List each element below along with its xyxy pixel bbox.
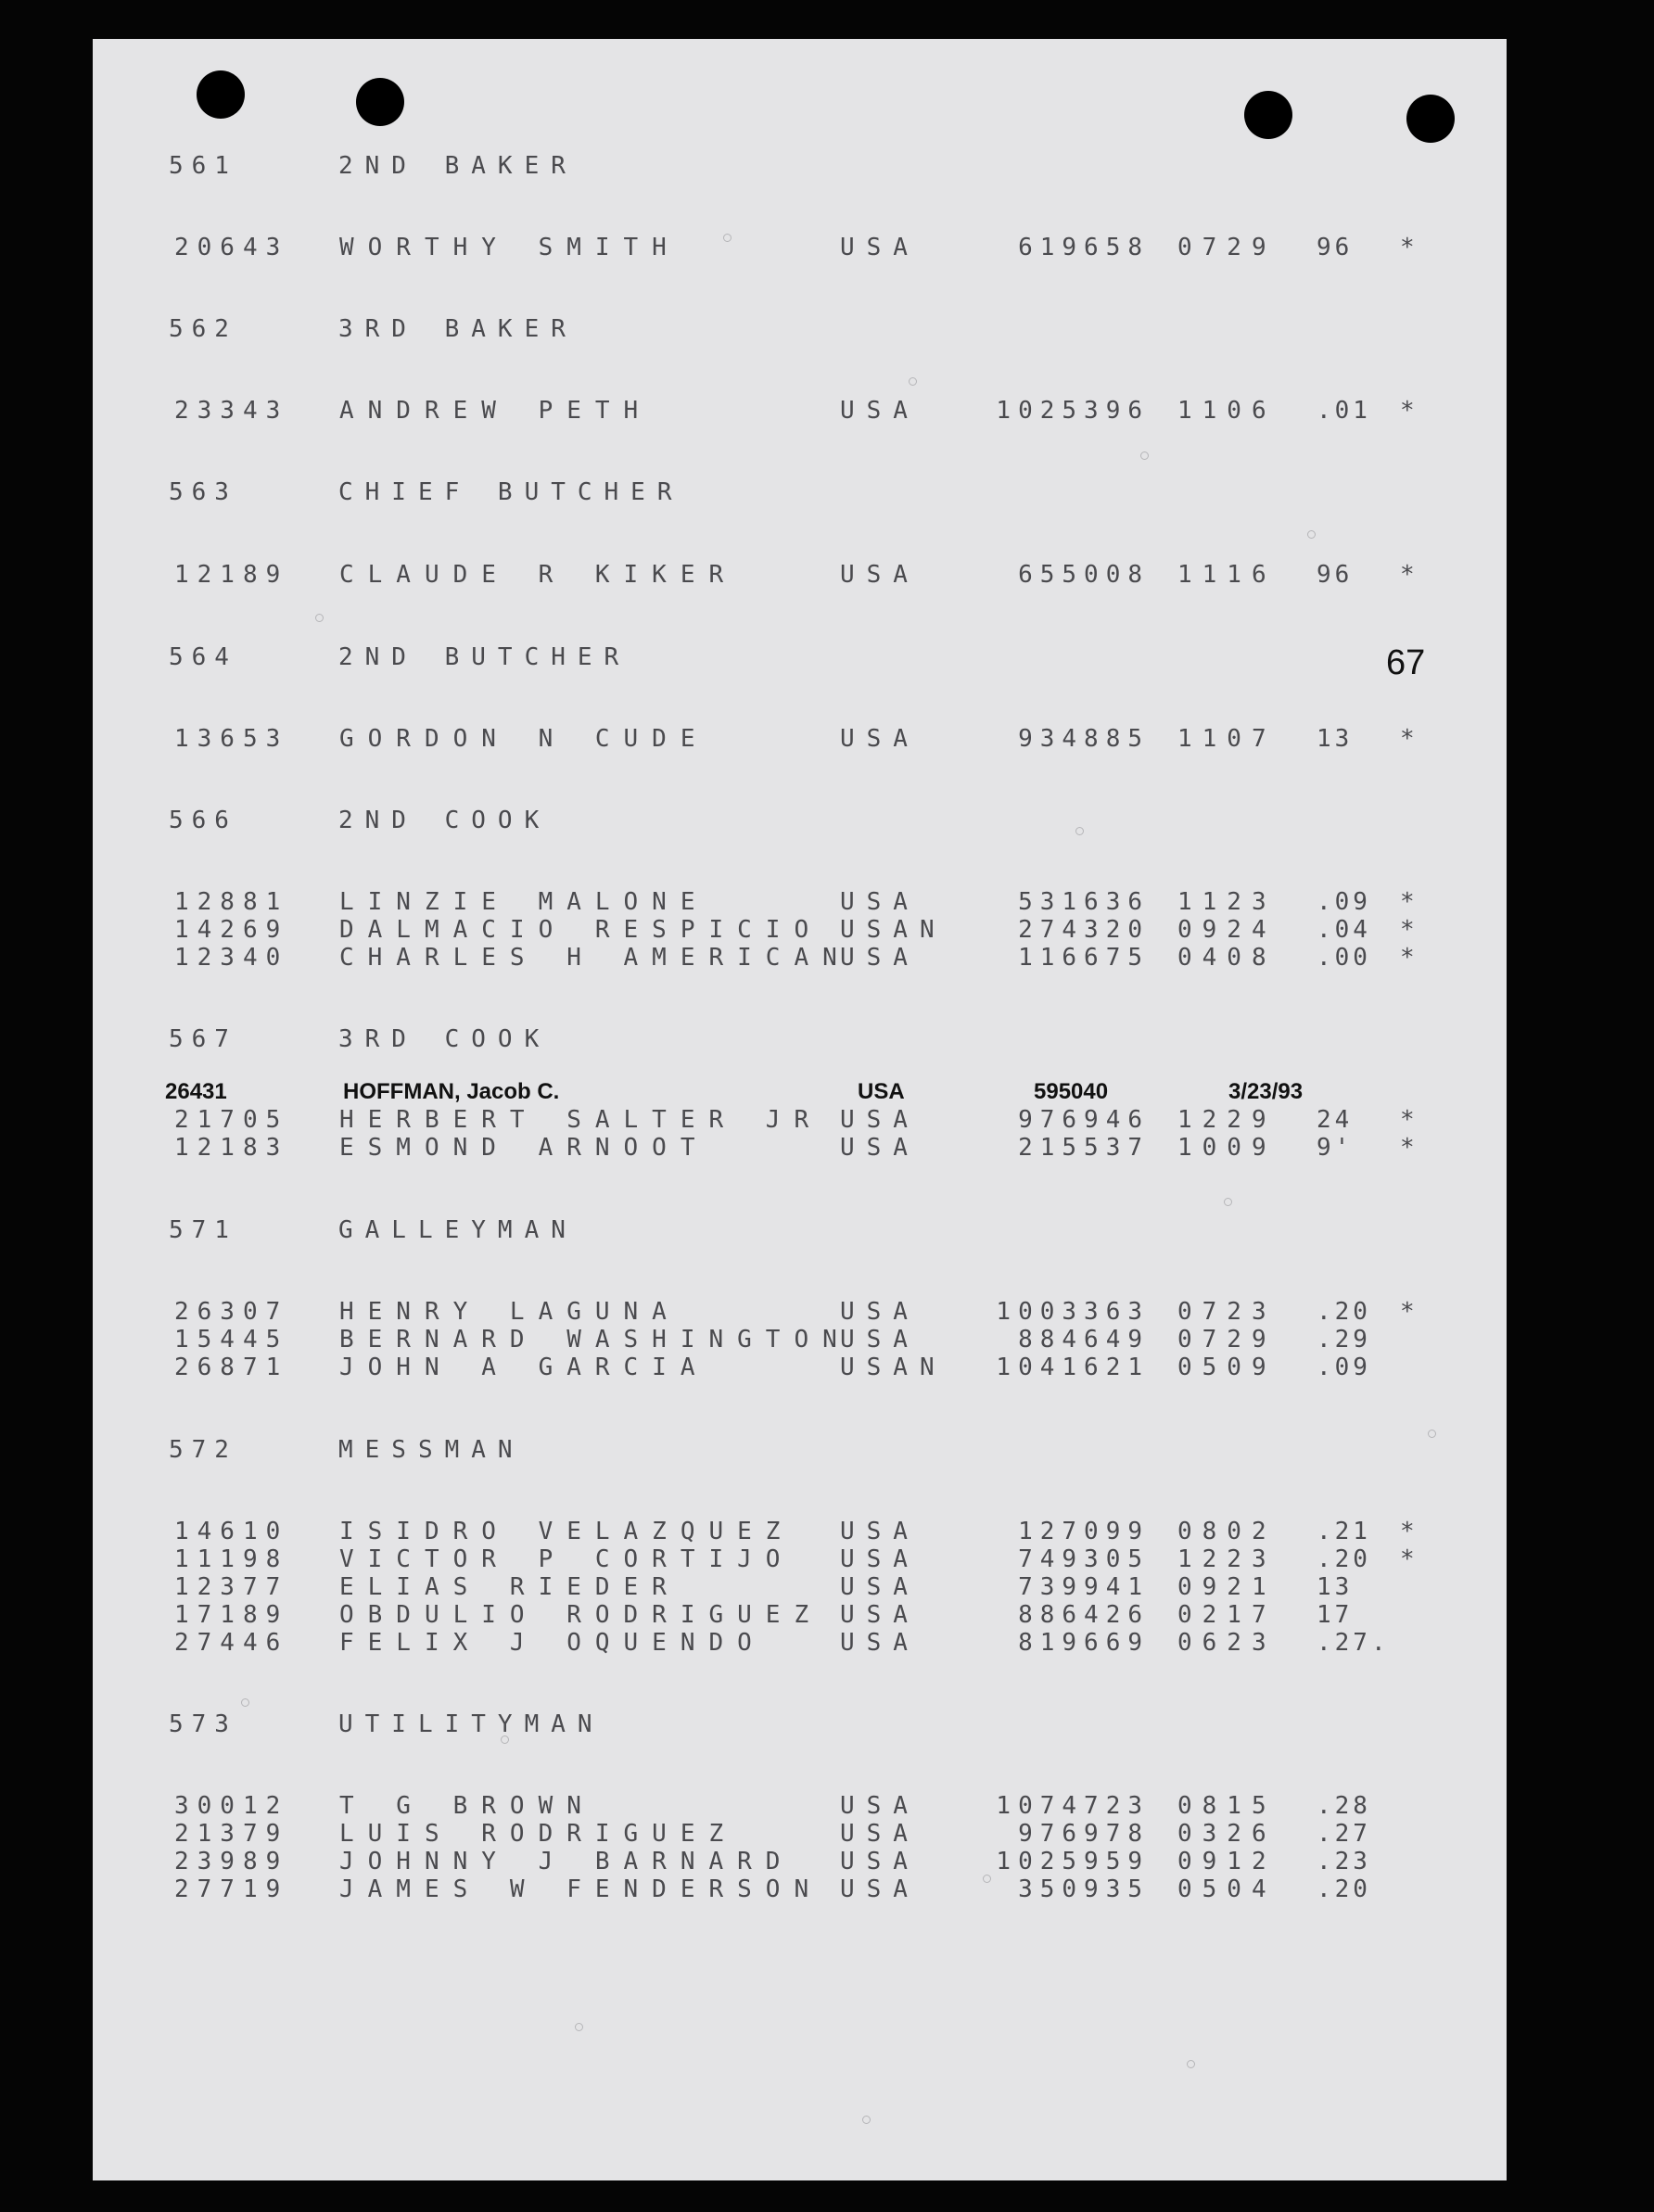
crew-number: 27446 bbox=[174, 1629, 289, 1657]
date-code: 0723 bbox=[1177, 1298, 1277, 1326]
table-row bbox=[93, 1545, 1507, 1577]
crew-name: HENRY LAGUNA bbox=[339, 1298, 681, 1326]
crew-number: 11198 bbox=[174, 1545, 289, 1573]
asterisk-mark: * bbox=[1400, 397, 1415, 425]
rate-value: .20 bbox=[1317, 1545, 1371, 1573]
nationality: USA bbox=[840, 1573, 920, 1601]
asterisk-mark: * bbox=[1400, 1106, 1415, 1134]
section-header bbox=[93, 1025, 1507, 1057]
nationality: USAN bbox=[840, 916, 947, 944]
table-row bbox=[93, 1820, 1507, 1851]
speck bbox=[575, 2023, 583, 2031]
nationality: USA bbox=[840, 1545, 920, 1573]
rate-value: .20 bbox=[1317, 1875, 1371, 1903]
crew-id: 886426 bbox=[1018, 1601, 1150, 1629]
job-code: 567 bbox=[169, 1025, 237, 1053]
nationality: USA bbox=[840, 944, 920, 972]
crew-number: 20643 bbox=[174, 234, 289, 261]
handwritten-date: 3/23/93 bbox=[1228, 1079, 1304, 1104]
crew-id: 1041621 bbox=[996, 1354, 1150, 1381]
document-page bbox=[93, 39, 1507, 2180]
crew-number: 13653 bbox=[174, 725, 289, 753]
table-row bbox=[93, 1298, 1507, 1329]
job-title: 3RD COOK bbox=[338, 1025, 552, 1053]
crew-name: JAMES W FENDERSON bbox=[339, 1875, 823, 1903]
table-row bbox=[93, 561, 1507, 592]
crew-number: 15445 bbox=[174, 1326, 289, 1354]
crew-number: 12340 bbox=[174, 944, 289, 972]
nationality: USA bbox=[840, 1601, 920, 1629]
table-row bbox=[93, 888, 1507, 920]
nationality: USA bbox=[840, 1518, 920, 1545]
date-code: 1223 bbox=[1177, 1545, 1277, 1573]
crew-number: 21705 bbox=[174, 1106, 289, 1134]
section-header bbox=[93, 807, 1507, 838]
job-title: 2ND BAKER bbox=[338, 152, 578, 180]
job-title: MESSMAN bbox=[338, 1436, 525, 1464]
table-row bbox=[93, 1848, 1507, 1879]
crew-number: 23343 bbox=[174, 397, 289, 425]
date-code: 0729 bbox=[1177, 1326, 1277, 1354]
crew-number: 12189 bbox=[174, 561, 289, 589]
crew-name: ISIDRO VELAZQUEZ bbox=[339, 1518, 795, 1545]
asterisk-mark: * bbox=[1400, 1298, 1415, 1326]
date-code: 0509 bbox=[1177, 1354, 1277, 1381]
speck bbox=[1140, 451, 1149, 460]
section-header bbox=[93, 643, 1507, 675]
crew-number: 21379 bbox=[174, 1820, 289, 1848]
speck bbox=[241, 1698, 249, 1707]
nationality: USA bbox=[840, 1629, 920, 1657]
handwritten-name: HOFFMAN, Jacob C. bbox=[343, 1079, 560, 1104]
crew-name: T G BROWN bbox=[339, 1792, 595, 1820]
table-row bbox=[93, 1875, 1507, 1907]
crew-name: CLAUDE R KIKER bbox=[339, 561, 738, 589]
handwritten-id: 595040 bbox=[1034, 1079, 1109, 1104]
job-code: 561 bbox=[169, 152, 237, 180]
table-row bbox=[93, 725, 1507, 756]
table-row bbox=[93, 1792, 1507, 1824]
rate-value: .27. bbox=[1317, 1629, 1390, 1657]
section-header bbox=[93, 1436, 1507, 1468]
rate-value: 13 bbox=[1317, 1573, 1354, 1601]
date-code: 1123 bbox=[1177, 888, 1277, 916]
punch-hole bbox=[1406, 95, 1455, 143]
crew-id: 1025959 bbox=[996, 1848, 1150, 1875]
section-header bbox=[93, 1710, 1507, 1742]
section-header bbox=[93, 152, 1507, 184]
crew-id: 350935 bbox=[1018, 1875, 1150, 1903]
asterisk-mark: * bbox=[1400, 916, 1415, 944]
crew-number: 17189 bbox=[174, 1601, 289, 1629]
date-code: 0921 bbox=[1177, 1573, 1277, 1601]
page-number: 67 bbox=[1386, 643, 1426, 682]
rate-value: .29 bbox=[1317, 1326, 1371, 1354]
asterisk-mark: * bbox=[1400, 888, 1415, 916]
rate-value: 96 bbox=[1317, 234, 1354, 261]
nationality: USA bbox=[840, 1134, 920, 1162]
nationality: USA bbox=[840, 1298, 920, 1326]
date-code: 0912 bbox=[1177, 1848, 1277, 1875]
rate-value: .21 bbox=[1317, 1518, 1371, 1545]
crew-number: 26307 bbox=[174, 1298, 289, 1326]
nationality: USAN bbox=[840, 1354, 947, 1381]
crew-name: JOHNNY J BARNARD bbox=[339, 1848, 795, 1875]
job-code: 573 bbox=[169, 1710, 237, 1738]
punch-hole bbox=[197, 70, 245, 119]
crew-name: FELIX J OQUENDO bbox=[339, 1629, 766, 1657]
crew-name: LINZIE MALONE bbox=[339, 888, 709, 916]
crew-number: 14269 bbox=[174, 916, 289, 944]
date-code: 1009 bbox=[1177, 1134, 1277, 1162]
job-title: GALLEYMAN bbox=[338, 1216, 578, 1244]
nationality: USA bbox=[840, 1326, 920, 1354]
table-row bbox=[93, 1629, 1507, 1660]
asterisk-mark: * bbox=[1400, 1134, 1415, 1162]
date-code: 0217 bbox=[1177, 1601, 1277, 1629]
job-code: 566 bbox=[169, 807, 237, 834]
crew-name: ANDREW PETH bbox=[339, 397, 653, 425]
rate-value: 24 bbox=[1317, 1106, 1354, 1134]
crew-id: 976946 bbox=[1018, 1106, 1150, 1134]
table-row bbox=[93, 397, 1507, 428]
job-code: 563 bbox=[169, 478, 237, 506]
speck bbox=[1187, 2060, 1195, 2068]
crew-id: 531636 bbox=[1018, 888, 1150, 916]
crew-id: 819669 bbox=[1018, 1629, 1150, 1657]
rate-value: .09 bbox=[1317, 1354, 1371, 1381]
date-code: 0623 bbox=[1177, 1629, 1277, 1657]
crew-id: 1074723 bbox=[996, 1792, 1150, 1820]
crew-id: 274320 bbox=[1018, 916, 1150, 944]
nationality: USA bbox=[840, 1848, 920, 1875]
crew-number: 12881 bbox=[174, 888, 289, 916]
nationality: USA bbox=[840, 1875, 920, 1903]
asterisk-mark: * bbox=[1400, 725, 1415, 753]
crew-id: 1003363 bbox=[996, 1298, 1150, 1326]
crew-number: 23989 bbox=[174, 1848, 289, 1875]
table-row bbox=[93, 1354, 1507, 1385]
rate-value: .04 bbox=[1317, 916, 1371, 944]
crew-name: GORDON N CUDE bbox=[339, 725, 709, 753]
punch-hole bbox=[356, 78, 404, 126]
date-code: 0326 bbox=[1177, 1820, 1277, 1848]
job-title: 2ND COOK bbox=[338, 807, 552, 834]
date-code: 0729 bbox=[1177, 234, 1277, 261]
job-code: 564 bbox=[169, 643, 237, 671]
crew-id: 127099 bbox=[1018, 1518, 1150, 1545]
nationality: USA bbox=[840, 561, 920, 589]
rate-value: 9' bbox=[1317, 1134, 1354, 1162]
date-code: 1106 bbox=[1177, 397, 1277, 425]
nationality: USA bbox=[840, 1792, 920, 1820]
job-code: 572 bbox=[169, 1436, 237, 1464]
section-header bbox=[93, 1216, 1507, 1248]
table-row bbox=[93, 1573, 1507, 1605]
table-row bbox=[93, 1518, 1507, 1549]
rate-value: 17 bbox=[1317, 1601, 1354, 1629]
crew-name: DALMACIO RESPICIO bbox=[339, 916, 823, 944]
crew-id: 1025396 bbox=[996, 397, 1150, 425]
rate-value: 13 bbox=[1317, 725, 1354, 753]
job-code: 562 bbox=[169, 315, 237, 343]
table-row bbox=[93, 1106, 1507, 1138]
crew-name: JOHN A GARCIA bbox=[339, 1354, 709, 1381]
asterisk-mark: * bbox=[1400, 1545, 1415, 1573]
job-title: CHIEF BUTCHER bbox=[338, 478, 684, 506]
table-row bbox=[93, 944, 1507, 975]
date-code: 0802 bbox=[1177, 1518, 1277, 1545]
nationality: USA bbox=[840, 1106, 920, 1134]
speck bbox=[909, 377, 917, 386]
crew-name: LUIS RODRIGUEZ bbox=[339, 1820, 738, 1848]
table-row bbox=[93, 1134, 1507, 1165]
crew-id: 739941 bbox=[1018, 1573, 1150, 1601]
table-row bbox=[93, 1326, 1507, 1357]
job-title: 3RD BAKER bbox=[338, 315, 578, 343]
crew-name: VICTOR P CORTIJO bbox=[339, 1545, 795, 1573]
asterisk-mark: * bbox=[1400, 944, 1415, 972]
rate-value: .28 bbox=[1317, 1792, 1371, 1820]
rate-value: .09 bbox=[1317, 888, 1371, 916]
crew-name: CHARLES H AMERICAN bbox=[339, 944, 851, 972]
crew-number: 26871 bbox=[174, 1354, 289, 1381]
section-header bbox=[93, 478, 1507, 510]
date-code: 0504 bbox=[1177, 1875, 1277, 1903]
job-title: UTILITYMAN bbox=[338, 1710, 604, 1738]
nationality: USA bbox=[840, 888, 920, 916]
speck bbox=[862, 2116, 871, 2124]
section-header bbox=[93, 315, 1507, 347]
crew-name: ESMOND ARNOOT bbox=[339, 1134, 709, 1162]
crew-id: 116675 bbox=[1018, 944, 1150, 972]
speck bbox=[315, 614, 324, 622]
nationality: USA bbox=[840, 397, 920, 425]
rate-value: .01 bbox=[1317, 397, 1371, 425]
crew-number: 27719 bbox=[174, 1875, 289, 1903]
crew-name: OBDULIO RODRIGUEZ bbox=[339, 1601, 823, 1629]
speck bbox=[1224, 1198, 1232, 1206]
crew-id: 976978 bbox=[1018, 1820, 1150, 1848]
asterisk-mark: * bbox=[1400, 561, 1415, 589]
job-title: 2ND BUTCHER bbox=[338, 643, 631, 671]
date-code: 0408 bbox=[1177, 944, 1277, 972]
crew-id: 215537 bbox=[1018, 1134, 1150, 1162]
rate-value: .00 bbox=[1317, 944, 1371, 972]
asterisk-mark: * bbox=[1400, 1518, 1415, 1545]
nationality: USA bbox=[840, 234, 920, 261]
speck bbox=[1307, 530, 1316, 539]
date-code: 0924 bbox=[1177, 916, 1277, 944]
crew-name: BERNARD WASHINGTON bbox=[339, 1326, 851, 1354]
date-code: 1116 bbox=[1177, 561, 1277, 589]
crew-id: 884649 bbox=[1018, 1326, 1150, 1354]
crew-name: HERBERT SALTER JR bbox=[339, 1106, 823, 1134]
crew-number: 12183 bbox=[174, 1134, 289, 1162]
table-row bbox=[93, 1601, 1507, 1633]
crew-number: 12377 bbox=[174, 1573, 289, 1601]
crew-id: 749305 bbox=[1018, 1545, 1150, 1573]
rate-value: .27 bbox=[1317, 1820, 1371, 1848]
date-code: 1229 bbox=[1177, 1106, 1277, 1134]
crew-number: 14610 bbox=[174, 1518, 289, 1545]
nationality: USA bbox=[840, 1820, 920, 1848]
asterisk-mark: * bbox=[1400, 234, 1415, 261]
nationality: USA bbox=[840, 725, 920, 753]
crew-name: ELIAS RIEDER bbox=[339, 1573, 681, 1601]
date-code: 0815 bbox=[1177, 1792, 1277, 1820]
table-row bbox=[93, 234, 1507, 265]
crew-name: WORTHY SMITH bbox=[339, 234, 681, 261]
table-row bbox=[93, 916, 1507, 947]
crew-id: 619658 bbox=[1018, 234, 1150, 261]
rate-value: .23 bbox=[1317, 1848, 1371, 1875]
job-code: 571 bbox=[169, 1216, 237, 1244]
handwritten-nationality: USA bbox=[858, 1079, 905, 1104]
crew-number: 30012 bbox=[174, 1792, 289, 1820]
crew-id: 655008 bbox=[1018, 561, 1150, 589]
date-code: 1107 bbox=[1177, 725, 1277, 753]
rate-value: 96 bbox=[1317, 561, 1354, 589]
rate-value: .20 bbox=[1317, 1298, 1371, 1326]
handwritten-number: 26431 bbox=[165, 1079, 227, 1104]
punch-hole bbox=[1244, 91, 1292, 139]
crew-id: 934885 bbox=[1018, 725, 1150, 753]
